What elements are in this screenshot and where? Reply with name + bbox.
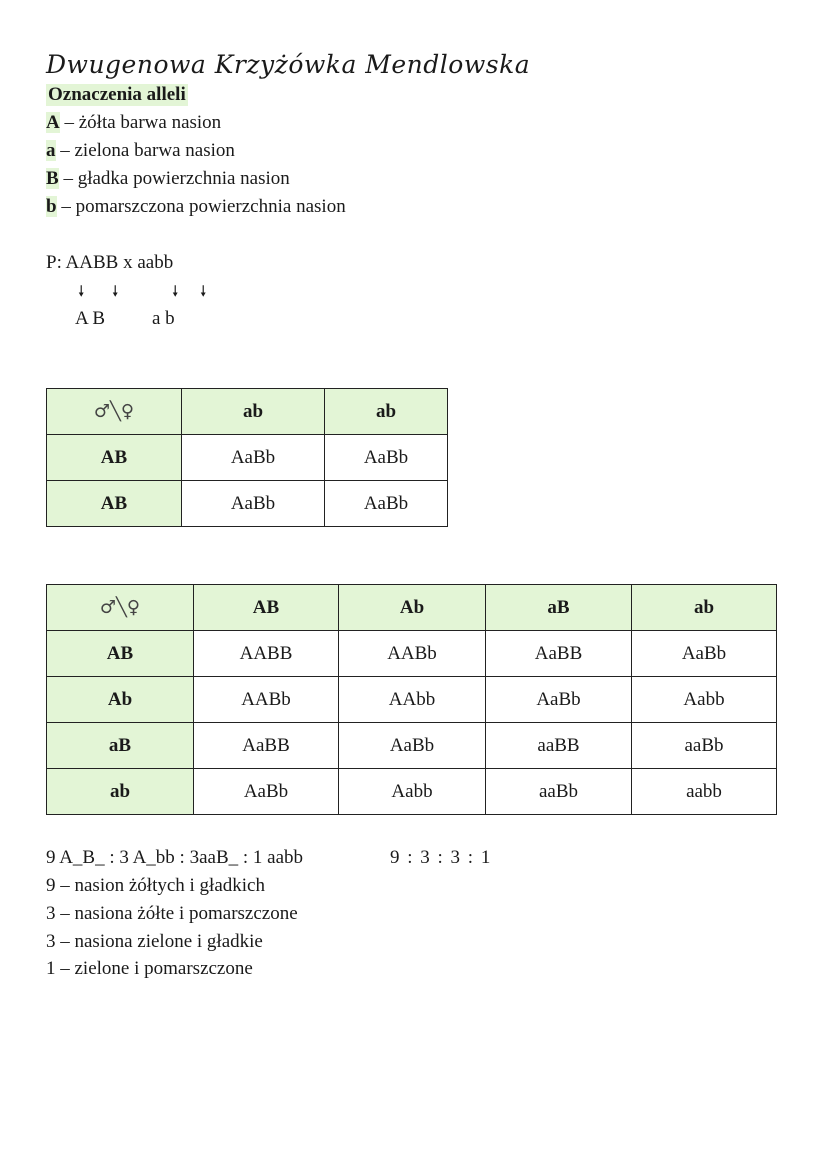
genotype-cell: AaBb [632,631,777,677]
arrow-down-icon: 🠗 [112,284,119,300]
genotype-cell: AABB [194,631,339,677]
genotype-cell: AaBb [486,677,632,723]
genotype-cell: AaBb [325,435,448,481]
genotype-cell: AaBb [325,481,448,527]
column-header: ab [182,389,325,435]
allele-description: – pomarszczona powierzchnia nasion [56,196,346,217]
punnett-square-f2 [46,584,777,815]
genotype-cell: Aabb [632,677,777,723]
result-line: 3 – nasiona zielone i gładkie [46,931,263,952]
punnett-square-f1 [46,388,448,527]
column-header: aB [486,585,632,631]
table-row [47,481,448,527]
genotype-cell: AABb [339,631,486,677]
allele-symbol: b [46,196,57,217]
genotype-cell: aaBb [486,769,632,815]
table-row [47,631,777,677]
column-header: ab [325,389,448,435]
allele-symbol: A [46,112,60,133]
result-line: 9 – nasion żółtych i gładkich [46,875,265,896]
section-heading-alleles: Oznaczenia alleli [48,84,186,105]
allele-line [46,196,346,218]
table-row [47,435,448,481]
genotype-cell: aaBB [486,723,632,769]
table-row [47,769,777,815]
corner-cell-male-female: ♂╲♀ [47,389,182,435]
arrow-down-icon: 🠗 [78,284,85,300]
allele-line [46,112,221,134]
allele-description: – gładka powierzchnia nasion [58,168,290,189]
allele-description: – żółta barwa nasion [59,112,222,133]
parental-cross: P: AABB x aabb [46,252,174,273]
genotype-cell: AaBb [182,481,325,527]
column-header: ab [632,585,777,631]
allele-description: – zielona barwa nasion [55,140,235,161]
phenotype-formula: 9 A_B_ : 3 A_bb : 3aaB_ : 1 aabb [46,847,304,868]
row-header: Ab [47,677,194,723]
allele-line [46,168,290,190]
page-title: Dwugenowa Krzyżówka Mendlowska [46,50,531,79]
genotype-cell: AaBB [486,631,632,677]
column-header: AB [194,585,339,631]
table-row [47,723,777,769]
result-line: 1 – zielone i pomarszczone [46,958,253,979]
allele-symbol: a [46,140,56,161]
gametes-parent-1: A B [75,308,106,329]
genotype-cell: AaBB [194,723,339,769]
genotype-cell: AABb [194,677,339,723]
row-header: AB [47,631,194,677]
genotype-cell: aabb [632,769,777,815]
table-header-row [47,585,777,631]
genotype-cell: aaBb [632,723,777,769]
row-header: AB [47,435,182,481]
allele-symbol: B [46,168,59,189]
genotype-cell: AaBb [194,769,339,815]
genotype-cell: AaBb [339,723,486,769]
arrow-down-icon: 🠗 [172,284,179,300]
column-header: Ab [339,585,486,631]
allele-line [46,140,235,162]
table-header-row [47,389,448,435]
corner-cell-male-female: ♂╲♀ [47,585,194,631]
result-line: 3 – nasiona żółte i pomarszczone [46,903,298,924]
row-header: AB [47,481,182,527]
genotype-cell: AaBb [182,435,325,481]
row-header: ab [47,769,194,815]
row-header: aB [47,723,194,769]
gametes-parent-2: a b [152,308,175,329]
phenotype-ratio: 9 : 3 : 3 : 1 [390,847,491,868]
table-row [47,677,777,723]
arrow-down-icon: 🠗 [200,284,207,300]
genotype-cell: Aabb [339,769,486,815]
genotype-cell: AAbb [339,677,486,723]
